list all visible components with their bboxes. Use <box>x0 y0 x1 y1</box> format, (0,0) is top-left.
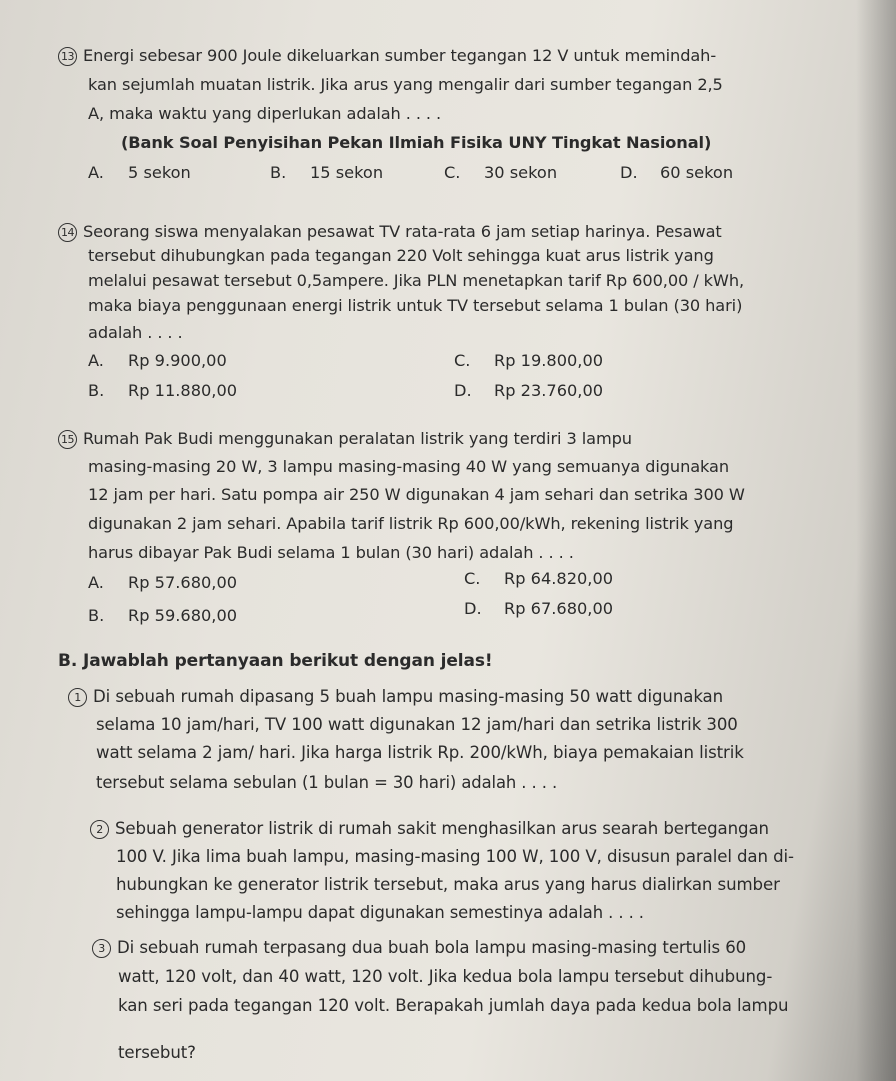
question-text-line: digunakan 2 jam sehari. Apabila tarif listrik Rp 600,00/kWh, rekening listrik yang <box>88 514 734 533</box>
essay-number-3: 3 <box>92 939 111 958</box>
question-text-line: maka biaya penggunaan energi listrik untuk TV tersebut selama 1 bulan (30 hari) <box>88 296 743 315</box>
question-number-14: 14 <box>58 223 77 242</box>
question-text-line: tersebut selama sebulan (1 bulan = 30 hari) adalah . . . . <box>96 773 558 792</box>
question-text-line: adalah . . . . <box>88 323 183 342</box>
question-text-line: harus dibayar Pak Budi selama 1 bulan (30 hari) adalah . . . . <box>88 543 574 562</box>
question-text-line: selama 10 jam/hari, TV 100 watt digunakan 12 jam/hari dan setrika listrik 300 <box>96 715 738 734</box>
question-text-line: 100 V. Jika lima buah lampu, masing-masing 100 W, 100 V, disusun paralel dan di- <box>116 847 794 866</box>
question-text-line: kan seri pada tegangan 120 volt. Berapakah jumlah daya pada kedua bola lampu <box>118 996 789 1015</box>
question-number-13: 13 <box>58 47 77 66</box>
question-text-line: melalui pesawat tersebut 0,5ampere. Jika PLN menetapkan tarif Rp 600,00 / kWh, <box>88 271 745 290</box>
question-text-line: kan sejumlah muatan listrik. Jika arus yang mengalir dari sumber tegangan 2,5 <box>88 75 723 94</box>
question-number-15: 15 <box>58 430 77 449</box>
question-text-line: Sebuah generator listrik di rumah sakit menghasilkan arus searah bertegangan <box>115 819 769 838</box>
question-text-line: Di sebuah rumah dipasang 5 buah lampu masing-masing 50 watt digunakan <box>93 687 724 706</box>
essay-number-1: 1 <box>68 688 87 707</box>
question-text-line: Rumah Pak Budi menggunakan peralatan listrik yang terdiri 3 lampu <box>83 429 632 448</box>
option-d: D. 60 sekon <box>620 163 734 182</box>
question-text-line: Di sebuah rumah terpasang dua buah bola lampu masing-masing tertulis 60 <box>117 938 747 957</box>
question-text-line: tersebut dihubungkan pada tegangan 220 Volt sehingga kuat arus listrik yang <box>88 246 714 265</box>
option-a: A. Rp 57.680,00 <box>88 573 238 592</box>
question-text-line: hubungkan ke generator listrik tersebut, maka arus yang harus dialirkan sumber <box>116 875 780 894</box>
question-text-line: Energi sebesar 900 Joule dikeluarkan sumber tegangan 12 V untuk memindah- <box>83 46 717 65</box>
option-a: A. Rp 9.900,00 <box>88 351 227 370</box>
question-text-line: watt, 120 volt, dan 40 watt, 120 volt. Jika kedua bola lampu tersebut dihubung- <box>118 967 773 986</box>
question-text-line: tersebut? <box>118 1043 196 1062</box>
essay-number-2: 2 <box>90 820 109 839</box>
option-a: A. 5 sekon <box>88 163 191 182</box>
page-edge-shadow <box>856 0 896 1081</box>
question-text-line: Seorang siswa menyalakan pesawat TV rata-rata 6 jam setiap harinya. Pesawat <box>83 222 722 241</box>
option-b: B. Rp 59.680,00 <box>88 606 238 625</box>
option-d: D. Rp 67.680,00 <box>464 599 614 618</box>
question-text-line: 12 jam per hari. Satu pompa air 250 W digunakan 4 jam sehari dan setrika 300 W <box>88 485 745 504</box>
option-b: B. 15 sekon <box>270 163 384 182</box>
option-b: B. Rp 11.880,00 <box>88 381 238 400</box>
option-d: D. Rp 23.760,00 <box>454 381 604 400</box>
option-c: C. Rp 19.800,00 <box>454 351 604 370</box>
question-text-line: masing-masing 20 W, 3 lampu masing-masing 40 W yang semuanya digunakan <box>88 457 730 476</box>
question-text-line: A, maka waktu yang diperlukan adalah . . . . <box>88 104 442 123</box>
question-text-line: watt selama 2 jam/ hari. Jika harga listrik Rp. 200/kWh, biaya pemakaian listrik <box>96 743 744 762</box>
question-source: (Bank Soal Penyisihan Pekan Ilmiah Fisika UNY Tingkat Nasional) <box>121 133 712 152</box>
option-c: C. 30 sekon <box>444 163 558 182</box>
question-text-line: sehingga lampu-lampu dapat digunakan semestinya adalah . . . . <box>116 903 644 922</box>
option-c: C. Rp 64.820,00 <box>464 569 614 588</box>
section-b-heading: B. Jawablah pertanyaan berikut dengan jelas! <box>58 651 493 671</box>
